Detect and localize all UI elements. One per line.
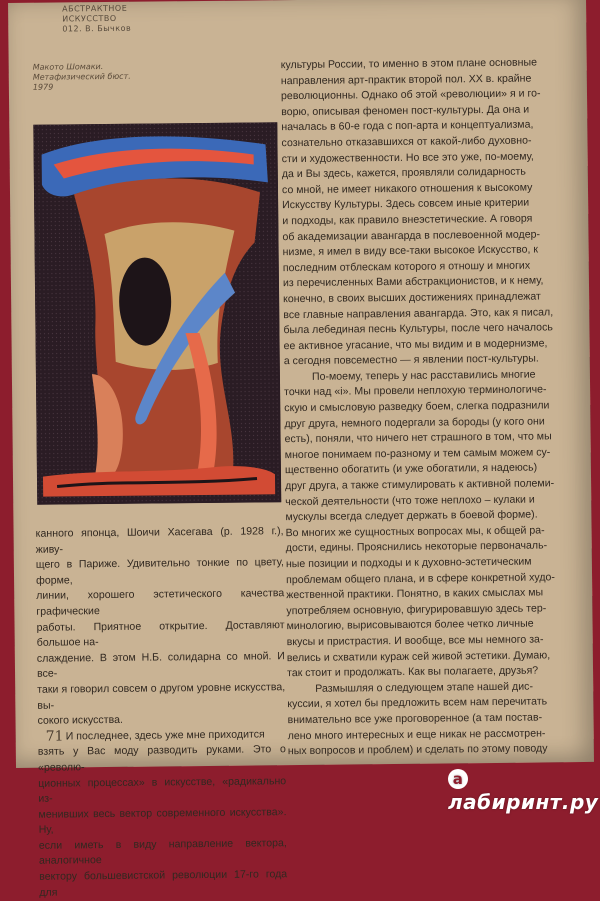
text-line: линии, хорошего эстетического качества графические [36,587,285,618]
text-line: из перечисленных Вами абстракционистов, и к нему, [282,274,544,290]
text-line: внимательно все уже проговоренное (а там постав- [287,711,543,727]
text-line: куссии, я хотел бы предложить всем нам перечитать [287,695,548,711]
text-line: Во многих же сущностных вопросах мы, к общей ра- [285,524,545,539]
header-line-1: АБСТРАКТНОЕ [62,3,128,14]
text-line: направления арт-практик второй пол. XX в. крайне [280,72,532,87]
text-line: велись и схватили кураж сей живой эстетики. Думаю, [286,648,551,664]
text-line: если иметь в виду направление вектора, аналогичное [38,837,287,868]
paragraph [281,55,564,370]
text-line: все главные направления авангарда. Это, как я писал, [283,305,554,321]
text-line: сти и художественности. Но все это уже, по-моему, [281,150,534,165]
text-line: ее активное угасание, что мы видим и в модернизме, [283,337,548,352]
text-line: да и Вы здесь, кажется, проявляли солидарность [281,165,526,181]
paragraph [287,695,568,760]
text-line: культуры России, то именно в этом плане основные [280,56,538,72]
text-line: точки над «i». Мы провели неплохую терминологиче- [284,383,547,399]
artwork-illustration [33,122,281,505]
text-line: ные позиции и подходы и к духовно-эстетическим [285,555,532,571]
text-line: конечно, в своих высших достижениях принадлежат [283,290,541,306]
text-line: щего в Париже. Удивительно тонкие по цвету, форме, [35,556,284,587]
text-line: многое понимаем по-разному и тем самым можем су- [284,446,551,461]
text-line: дости, едины. Прояснились некоторые первоначаль- [285,539,548,555]
text-line: употребляем основную, фигурировавшую здесь тер- [286,602,547,617]
text-line: так стоит и продолжать. Как вы полагаете, друзья? [286,664,539,680]
text-line: сознательно отказавшихся от какой-либо духовно- [281,134,532,150]
paragraph-start: Размышляя о следующем этапе нашей дис- [315,680,534,695]
header-line-3: 012. В. Бычков [62,23,132,34]
text-line: взять у Вас моду разводить руками. Это о «револю- [37,743,286,774]
text-line: Искусству Культуры. Здесь совсем иные критерии [282,196,530,212]
text-line: низме, я имел в виду все-таки высокое Искусство, к [282,243,539,259]
text-line: скую и смысловую разведку боем, слегка подразнили [284,399,550,415]
labirint-logo-icon: а [448,769,468,789]
text-line: работы. Приятное открытие. Доставляют большое на- [36,618,285,649]
text-line: проблемам общего плана, и в сфере конкретной худо- [286,570,555,586]
page-number: 71 [45,728,64,745]
text-line: вектору большевистской революции 17-го года для [39,868,288,899]
paragraph [38,727,288,901]
text-line: ных вопросов и проблем) и сделать по этому поводу [287,742,548,758]
text-line: была лебединая песнь Культуры, после чего началось [283,321,553,337]
text-line: мускулы всегда следует держать в боевой форме). [285,508,538,524]
text-line: таки я говорил совсем о другом уровне искусства, вы- [37,681,286,712]
caption-line-2: Метафизический бюст. [32,71,131,82]
artwork-caption [33,62,153,93]
text-line: канного японца, Шоичи Хасегава (р. 1928 г.), живу- [35,525,284,556]
text-line: ворю, описывая феномен пост-культуры. Да она и [281,103,530,118]
paragraph [36,524,286,729]
text-line: ционных процессах» в искусстве, «радикально из- [38,774,287,805]
text-line: лено много интересных и еще никак не рассмотрен- [287,726,546,742]
text-line: со мной, не имеет никакого отношения к высокому [281,181,533,196]
text-line: щественно обогатить (и уже обогатили, я надеюсь) [284,461,538,477]
text-line: а сегодня повсеместно — я явлении пост-культуры. [283,352,539,368]
text-line: минологию, вырисовываются более четко личные [286,617,534,633]
text-line: об академизации авангарда в послевоенной модер- [282,227,541,243]
paragraph [284,367,567,682]
text-line: началась в 60-е года с поп-арта и концептуализма, [281,118,534,134]
caption-line-1: Макото Шомаки. [32,62,104,72]
artwork-image [33,122,281,505]
text-line: революционны. Однако об этой «революции» я и го- [280,87,541,103]
text-line: жественной практики. Понятно, в каких смыслах мы [286,586,544,602]
text-line: слаждение. В этом Н.Б. солидарна со мной. И все- [36,649,285,681]
text-line: вкусы и пристрастия. И вообще, все мы немного за- [286,633,544,649]
text-line: ческой деятельности (что тоже неплохо – кулаки и [285,493,535,508]
text-line: последним отблескам которого я отношу и многих [282,259,531,274]
text-line: друг друга, а также стимулировать к активной полеми- [285,477,555,493]
text-column-right [281,55,568,760]
text-line: По-моему, теперь у нас расставились многие [311,368,536,383]
header-line-2: ИСКУССТВО [62,13,117,24]
text-line: И последнее, здесь уже мне приходится [65,728,265,743]
running-header [62,4,131,35]
text-line: есть), поняли, что ничего нет страшного в том, что мы [284,430,552,446]
text-line: и подходы, как правило внеэстетические. А говоря [282,212,533,228]
text-column-left [36,524,288,901]
caption-line-3: 1979 [32,82,54,92]
text-line: менивших весь вектор современного искусства». Ну, [38,805,287,837]
text-line: сокого искусства. [37,713,123,727]
watermark-text: лабиринт.ру [448,790,599,814]
labirint-watermark [448,766,600,814]
text-line: друг друга, немного подергали за бороды (у кого они [284,415,545,430]
